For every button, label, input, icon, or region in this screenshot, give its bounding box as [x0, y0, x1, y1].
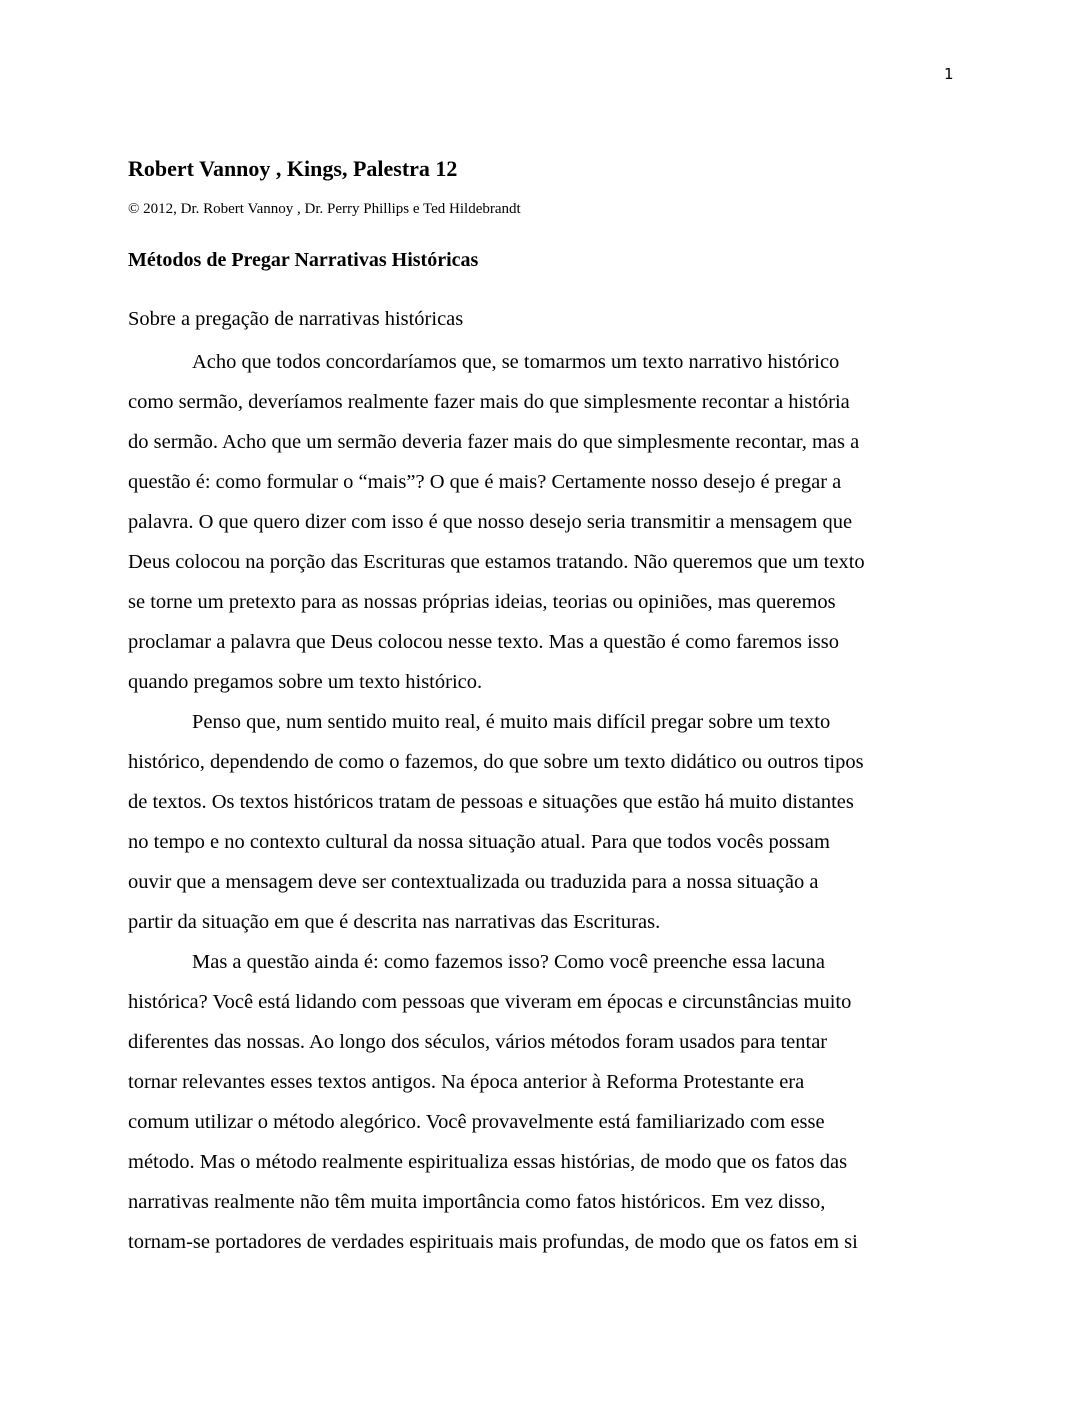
section-subheading: Sobre a pregação de narrativas históricas — [128, 308, 464, 330]
paragraph-1 — [128, 342, 962, 702]
text-line: palavra. O que quero dizer com isso é que nosso desejo seria transmitir a mensagem que — [128, 511, 853, 533]
section-heading: Métodos de Pregar Narrativas Históricas — [128, 249, 479, 271]
text-line: do sermão. Acho que um sermão deveria fazer mais do que simplesmente recontar, mas a — [128, 431, 860, 453]
text-line: Penso que, num sentido muito real, é muito mais difícil pregar sobre um texto — [192, 711, 831, 733]
paragraph-2 — [128, 702, 962, 942]
text-line: diferentes das nossas. Ao longo dos séculos, vários métodos foram usados para tentar — [128, 1031, 828, 1053]
text-line: proclamar a palavra que Deus colocou nesse texto. Mas a questão é como faremos isso — [128, 631, 839, 653]
copyright-line: © 2012, Dr. Robert Vannoy , Dr. Perry Phillips e Ted Hildebrandt — [128, 201, 521, 217]
page-number: 1 — [944, 65, 954, 83]
text-line: quando pregamos sobre um texto histórico. — [128, 671, 483, 693]
text-line: método. Mas o método realmente espiritualiza essas histórias, de modo que os fatos das — [128, 1151, 848, 1173]
paragraph-3 — [128, 942, 962, 1262]
text-line: tornar relevantes esses textos antigos. Na época anterior à Reforma Protestante era — [128, 1071, 805, 1093]
text-line: partir da situação em que é descrita nas narrativas das Escrituras. — [128, 911, 661, 933]
text-line: tornam-se portadores de verdades espirituais mais profundas, de modo que os fatos em si — [128, 1231, 858, 1253]
text-line: questão é: como formular o “mais”? O que é mais? Certamente nosso desejo é pregar a — [128, 471, 842, 493]
body-text — [128, 342, 962, 1262]
text-line: ouvir que a mensagem deve ser contextualizada ou traduzida para a nossa situação a — [128, 871, 819, 893]
text-line: Mas a questão ainda é: como fazemos isso? Como você preenche essa lacuna — [192, 951, 825, 973]
document-title: Robert Vannoy , Kings, Palestra 12 — [128, 156, 458, 181]
text-line: narrativas realmente não têm muita importância como fatos históricos. Em vez disso, — [128, 1191, 826, 1213]
text-line: comum utilizar o método alegórico. Você provavelmente está familiarizado com esse — [128, 1111, 825, 1133]
text-line: histórica? Você está lidando com pessoas que viveram em épocas e circunstâncias muito — [128, 991, 852, 1013]
text-line: como sermão, deveríamos realmente fazer mais do que simplesmente recontar a história — [128, 391, 850, 413]
text-line: de textos. Os textos históricos tratam de pessoas e situações que estão há muito distantes — [128, 791, 854, 813]
text-line: no tempo e no contexto cultural da nossa situação atual. Para que todos vocês possam — [128, 831, 830, 853]
text-line: histórico, dependendo de como o fazemos, do que sobre um texto didático ou outros tipos — [128, 751, 864, 773]
text-line: se torne um pretexto para as nossas próprias ideias, teorias ou opiniões, mas queremos — [128, 591, 836, 613]
text-line: Acho que todos concordaríamos que, se tomarmos um texto narrativo histórico — [192, 351, 840, 373]
text-line: Deus colocou na porção das Escrituras que estamos tratando. Não queremos que um texto — [128, 551, 865, 573]
